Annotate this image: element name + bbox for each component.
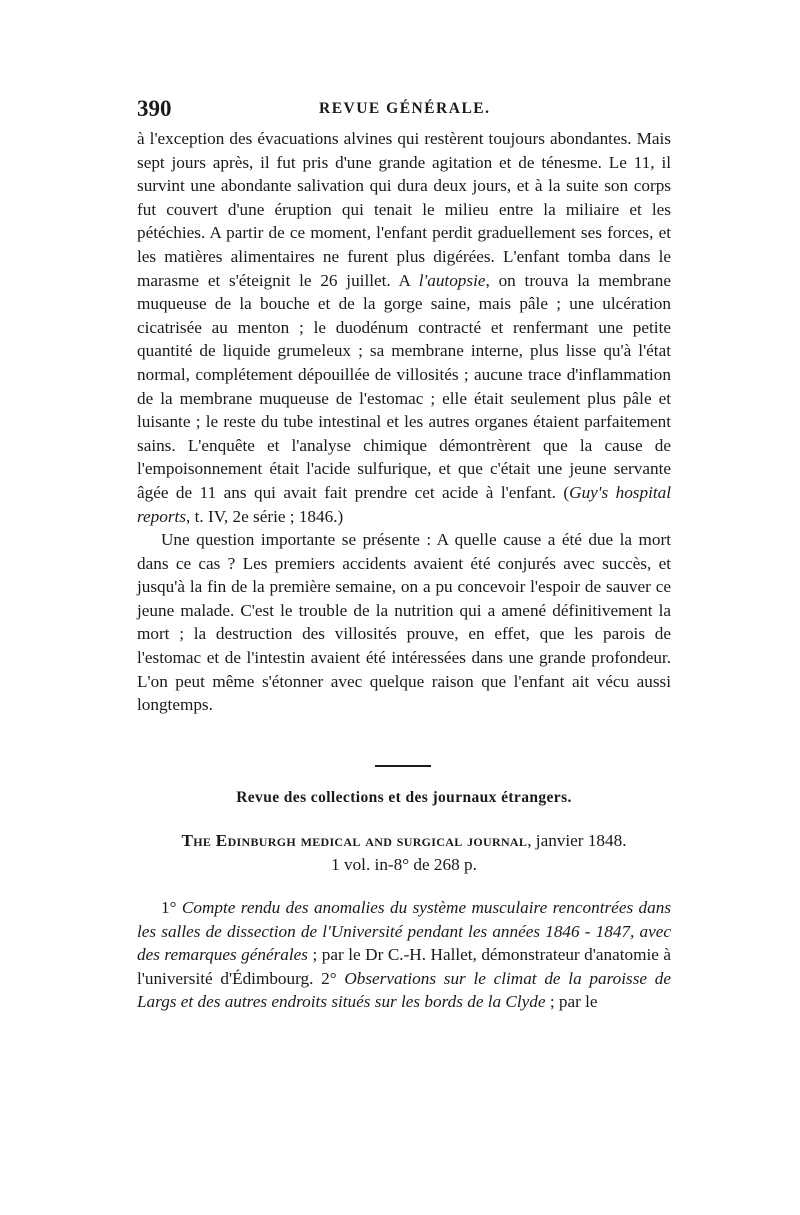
citation-source: Guy's hospital reports [137, 482, 672, 526]
text-run: , on trouva la membrane muqueuse de la bouche et de la gorge saine, mais pâle ; une ulcération cicatrisée au menton ; le duodénum contracté et renfermant une petite quantité de liquide grumeleux ; sa membrane interne, plus lisse qu'à l'état normal, complétement dépouillée de villosités ; aucune trace d'inflammation de la membrane muqueuse de l'estomac ; elle était seulement plus pâle et luisante ; le reste du tube intestinal et les autres organes étaient parfaitement sains. L'enquête et l'analyse chimique démontrèrent que la cause de l'empoisonnement était l'acide sulfurique, et que c'était une jeune servante âgée de 11 ans qui avait fait prendre cet acide à l'enfant. ( [137, 270, 671, 502]
section-divider [375, 765, 431, 767]
text-run: à l'exception des évacuations alvines qui restèrent toujours abondantes. Mais sept jours après, il fut pris d'une grande agitation et de ténesme. Le 11, il survint une abondante salivation qui dura deux jours, et à la suite son corps fut couvert d'une éruption qui tenait le milieu entre la miliaire et les pétéchies. A partir de ce moment, l'enfant perdit graduellement ses forces, et les matières alimentaires ne furent plus digérées. L'enfant tomba dans le marasme et s'éteignit le 26 juillet. A [137, 129, 671, 290]
journal-date: , janvier 1848. [527, 831, 627, 850]
citation-details: , t. IV, 2e série ; 1846.) [186, 506, 344, 526]
journal-heading [137, 829, 671, 853]
article-title: Compte rendu des anomalies du système musculaire rencontrées dans les salles de dissection de l'Université pendant les années 1846 - 1847, avec des remarques générales [137, 898, 672, 965]
text-run: ; par le [545, 992, 598, 1012]
page-header [137, 96, 671, 126]
journal-contents [137, 896, 671, 1014]
text-run: ; par le Dr C.-H. Hallet, démonstrateur d'anatomie à l'université d'Édimbourg. 2° [137, 945, 671, 988]
journal-name: The Edinburgh medical and surgical journal [181, 831, 528, 850]
article-body [137, 127, 671, 717]
section-title: Revue des collections et des journaux étrangers. [236, 789, 572, 806]
page-number: 390 [137, 96, 172, 121]
running-head: REVUE GÉNÉRALE. [319, 100, 491, 117]
item-number: 1° [161, 898, 182, 917]
journal-volume: 1 vol. in-8° de 268 p. [331, 855, 477, 874]
paragraph-case-report [137, 127, 671, 528]
paragraph-discussion: Une question importante se présente : A quelle cause a été due la mort dans ce cas ? Les premiers accidents avaient été conjurés avec succès, et jusqu'à la fin de la première semaine, on a pu concevoir l'espoir de sauver ce jeune malade. C'est le trouble de la nutrition qui a amené définitivement la mort ; la destruction des villosités prouve, en effet, que les parois de l'estomac et de l'intestin avaient été intéressées dans une grande profondeur. L'on peut même s'étonner avec quelque raison que l'enfant ait vécu aussi longtemps. [137, 530, 671, 715]
article-title: Observations sur le climat de la paroisse de Largs et des autres endroits situés sur les bords de la Clyde [137, 968, 671, 1012]
italic-term: l'autopsie [418, 270, 486, 290]
